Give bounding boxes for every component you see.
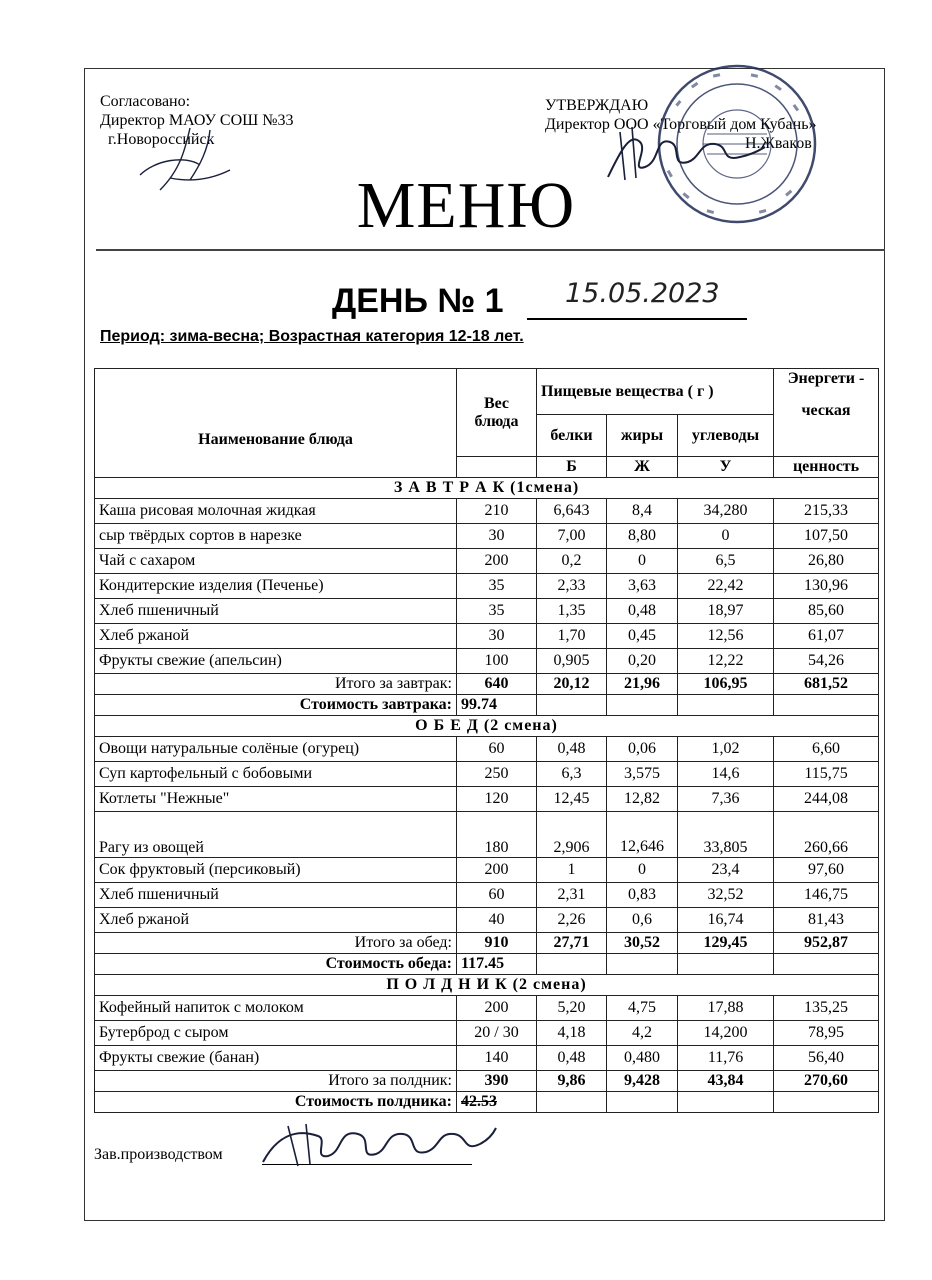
header-protein: белки [537,415,607,457]
total-b: 9,86 [537,1071,607,1092]
dish-weight: 100 [457,649,537,674]
dish-protein: 0,48 [537,737,607,762]
header-b: Б [537,457,607,478]
dish-weight: 140 [457,1046,537,1071]
total-label: Итого за завтрак: [95,674,457,695]
dish-protein: 2,31 [537,883,607,908]
dish-fat: 12,646 [607,812,678,858]
table-row [95,1046,879,1071]
dish-weight: 30 [457,524,537,549]
total-b: 27,71 [537,933,607,954]
dish-protein: 1,70 [537,624,607,649]
table-row [95,908,879,933]
dish-fat: 0,83 [607,883,678,908]
day-label: ДЕНЬ № 1 [332,282,504,320]
dish-protein: 1,35 [537,599,607,624]
approval-right-line-3: Н.Жваков [745,135,812,152]
approval-right-line-1: УТВЕРЖДАЮ [545,97,649,114]
dish-name: Рагу из овощей [95,812,457,858]
dish-energy: 244,08 [774,787,879,812]
dish-carbs: 32,52 [678,883,774,908]
dish-name: Фрукты свежие (банан) [95,1046,457,1071]
total-e: 270,60 [774,1071,879,1092]
header-weight: Вес блюда [457,369,537,457]
table-row [95,762,879,787]
table-row [95,737,879,762]
dish-energy: 260,66 [774,812,879,858]
footer-label: Зав.производством [94,1146,223,1163]
dish-protein: 12,45 [537,787,607,812]
header-energy-line-1: Энергети - [787,370,865,387]
dish-energy: 81,43 [774,908,879,933]
dish-name: Хлеб пшеничный [95,883,457,908]
cost-label: Стоимость обеда: [95,954,457,975]
dish-fat: 0,20 [607,649,678,674]
dish-fat: 0,480 [607,1046,678,1071]
dish-name: Чай с сахаром [95,549,457,574]
table-row [95,883,879,908]
header-fat: жиры [607,415,678,457]
dish-protein: 0,905 [537,649,607,674]
table-row [95,812,879,858]
dish-fat: 0,45 [607,624,678,649]
dish-protein: 5,20 [537,996,607,1021]
total-row [95,1071,879,1092]
cost-row [95,695,879,716]
dish-energy: 61,07 [774,624,879,649]
section-title: О Б Е Д (2 смена) [95,716,879,737]
table-row [95,787,879,812]
cost-blank [774,1092,879,1113]
title-divider [96,249,885,251]
total-label: Итого за обед: [95,933,457,954]
production-head-signature [258,1114,498,1174]
table-row [95,499,879,524]
total-u: 43,84 [678,1071,774,1092]
dish-fat: 8,80 [607,524,678,549]
total-weight: 390 [457,1071,537,1092]
dish-carbs: 23,4 [678,858,774,883]
cost-label: Стоимость завтрака: [95,695,457,716]
dish-weight: 180 [457,812,537,858]
header-energy-line-2: ческая [801,402,851,419]
total-b: 20,12 [537,674,607,695]
dish-weight: 30 [457,624,537,649]
section-title: П О Л Д Н И К (2 смена) [95,975,879,996]
dish-name: Хлеб ржаной [95,624,457,649]
dish-protein: 2,26 [537,908,607,933]
total-e: 681,52 [774,674,879,695]
dish-energy: 97,60 [774,858,879,883]
cost-value: 99.74 [457,695,537,716]
page-title: МЕНЮ [356,169,576,242]
dish-name: Хлеб пшеничный [95,599,457,624]
dish-name: Кофейный напиток с молоком [95,996,457,1021]
menu-body [95,478,879,1113]
table-row [95,599,879,624]
period-line: Период: зима-весна; Возрастная категория 12-18 лет. [100,328,524,345]
cost-blank [678,1092,774,1113]
approval-right-line-2: Директор ООО «Торговый дом Кубань» [545,116,817,133]
total-zh: 9,428 [607,1071,678,1092]
dish-name: Котлеты "Нежные" [95,787,457,812]
approval-left-line-1: Согласовано: [100,93,191,110]
dish-protein: 0,2 [537,549,607,574]
header-nutrients: Пищевые вещества ( г ) [537,369,774,415]
dish-carbs: 6,5 [678,549,774,574]
header-energy [774,369,879,457]
table-row [95,649,879,674]
dish-energy: 215,33 [774,499,879,524]
dish-name: Кондитерские изделия (Печенье) [95,574,457,599]
header-energy-line-3: ценность [774,457,879,478]
section-title: З А В Т Р А К (1смена) [95,478,879,499]
dish-carbs: 14,200 [678,1021,774,1046]
dish-protein: 2,33 [537,574,607,599]
dish-carbs: 12,56 [678,624,774,649]
dish-weight: 120 [457,787,537,812]
cost-blank [774,695,879,716]
dish-weight: 200 [457,996,537,1021]
header-dish-name: Наименование блюда [95,369,457,478]
dish-fat: 8,4 [607,499,678,524]
dish-carbs: 16,74 [678,908,774,933]
cost-row [95,954,879,975]
dish-energy: 146,75 [774,883,879,908]
dish-weight: 60 [457,737,537,762]
dish-energy: 56,40 [774,1046,879,1071]
cost-row [95,1092,879,1113]
header-zh: Ж [607,457,678,478]
cost-blank [607,954,678,975]
cost-blank [774,954,879,975]
dish-weight: 200 [457,858,537,883]
dish-fat: 3,63 [607,574,678,599]
dish-protein: 6,3 [537,762,607,787]
dish-energy: 78,95 [774,1021,879,1046]
dish-energy: 115,75 [774,762,879,787]
total-row [95,933,879,954]
dish-weight: 250 [457,762,537,787]
table-row [95,624,879,649]
cost-blank [607,695,678,716]
dish-carbs: 17,88 [678,996,774,1021]
cost-label: Стоимость полдника: [95,1092,457,1113]
dish-name: Овощи натуральные солёные (огурец) [95,737,457,762]
approval-left-line-2: Директор МАОУ СОШ №33 [100,112,294,129]
dish-name: Бутерброд с сыром [95,1021,457,1046]
table-row [95,996,879,1021]
header-u: У [678,457,774,478]
dish-name: сыр твёрдых сортов в нарезке [95,524,457,549]
dish-weight: 20 / 30 [457,1021,537,1046]
dish-carbs: 1,02 [678,737,774,762]
cost-blank [537,1092,607,1113]
total-u: 129,45 [678,933,774,954]
dish-carbs: 34,280 [678,499,774,524]
dish-carbs: 11,76 [678,1046,774,1071]
dish-energy: 54,26 [774,649,879,674]
dish-carbs: 14,6 [678,762,774,787]
dish-protein: 1 [537,858,607,883]
dish-carbs: 0 [678,524,774,549]
dish-energy: 135,25 [774,996,879,1021]
dish-weight: 60 [457,883,537,908]
dish-energy: 6,60 [774,737,879,762]
dish-carbs: 33,805 [678,812,774,858]
dish-fat: 0 [607,549,678,574]
dish-name: Каша рисовая молочная жидкая [95,499,457,524]
table-row [95,549,879,574]
dish-fat: 0,06 [607,737,678,762]
dish-carbs: 12,22 [678,649,774,674]
menu-table [94,368,879,1113]
dish-protein: 0,48 [537,1046,607,1071]
dish-fat: 3,575 [607,762,678,787]
day-date: 15.05.2023 [565,278,720,309]
dish-weight: 35 [457,574,537,599]
dish-fat: 0 [607,858,678,883]
dish-energy: 130,96 [774,574,879,599]
dish-protein: 2,906 [537,812,607,858]
total-zh: 30,52 [607,933,678,954]
dish-weight: 210 [457,499,537,524]
dish-protein: 6,643 [537,499,607,524]
dish-name: Сок фруктовый (персиковый) [95,858,457,883]
dish-name: Суп картофельный с бобовыми [95,762,457,787]
cost-blank [607,1092,678,1113]
dish-fat: 4,2 [607,1021,678,1046]
dish-weight: 40 [457,908,537,933]
dish-energy: 26,80 [774,549,879,574]
header-carbs: углеводы [678,415,774,457]
dish-fat: 12,82 [607,787,678,812]
section-header-row [95,478,879,499]
header-weight-blank [457,457,537,478]
total-weight: 910 [457,933,537,954]
total-zh: 21,96 [607,674,678,695]
dish-carbs: 7,36 [678,787,774,812]
dish-fat: 0,48 [607,599,678,624]
cost-blank [678,954,774,975]
dish-name: Хлеб ржаной [95,908,457,933]
cost-blank [678,695,774,716]
section-header-row [95,716,879,737]
date-underline [527,318,747,320]
cost-blank [537,954,607,975]
table-row [95,524,879,549]
dish-protein: 4,18 [537,1021,607,1046]
dish-weight: 200 [457,549,537,574]
total-e: 952,87 [774,933,879,954]
section-header-row [95,975,879,996]
total-weight: 640 [457,674,537,695]
table-row [95,1021,879,1046]
dish-fat: 4,75 [607,996,678,1021]
total-u: 106,95 [678,674,774,695]
cost-value: 117.45 [457,954,537,975]
dish-name: Фрукты свежие (апельсин) [95,649,457,674]
cost-value: 42.53 [457,1092,537,1113]
dish-fat: 0,6 [607,908,678,933]
cost-blank [537,695,607,716]
total-label: Итого за полдник: [95,1071,457,1092]
dish-protein: 7,00 [537,524,607,549]
dish-weight: 35 [457,599,537,624]
table-row [95,574,879,599]
total-row [95,674,879,695]
dish-carbs: 18,97 [678,599,774,624]
table-row [95,858,879,883]
approval-left-line-3: г.Новороссийск [100,131,215,148]
dish-energy: 107,50 [774,524,879,549]
dish-carbs: 22,42 [678,574,774,599]
dish-energy: 85,60 [774,599,879,624]
